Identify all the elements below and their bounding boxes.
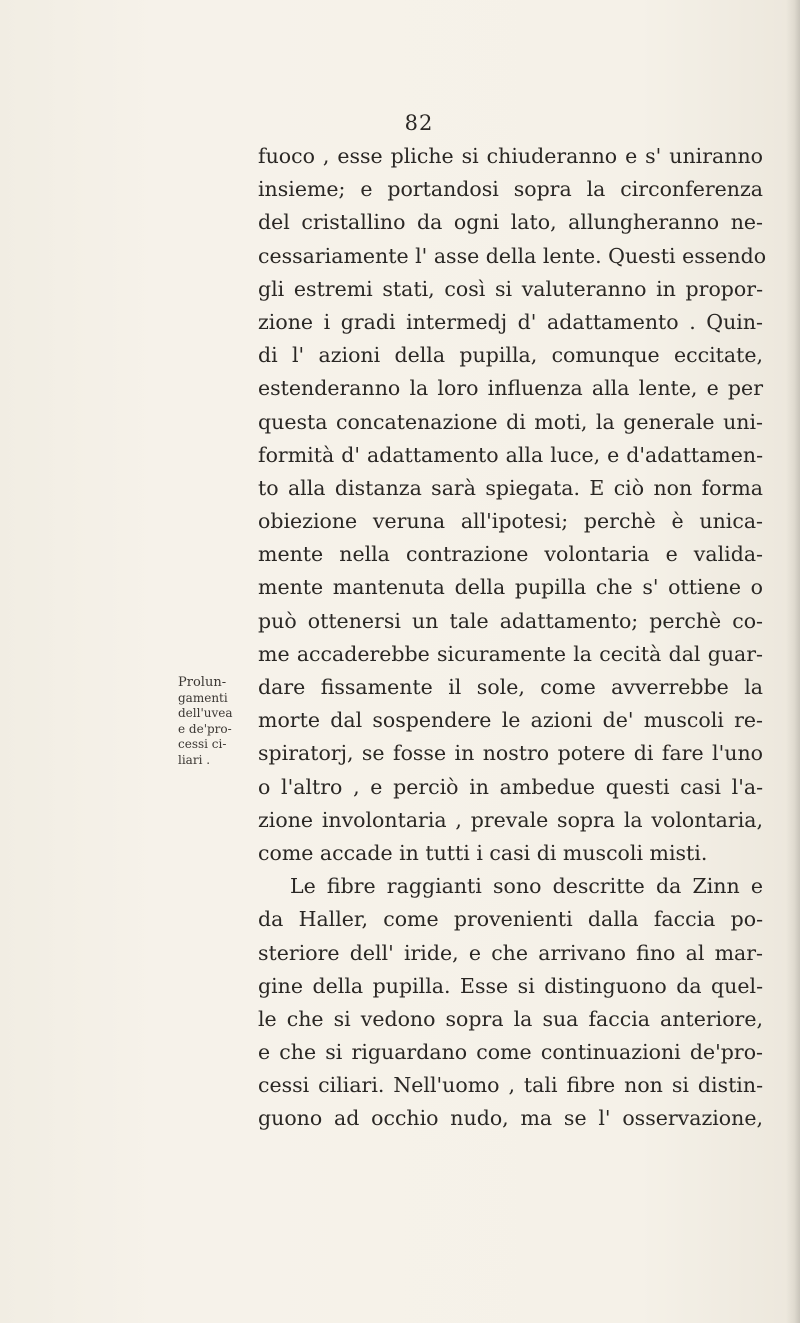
marginal-note-line: e de'pro-	[178, 721, 232, 736]
page-number: 82	[404, 111, 434, 135]
page-edge-shadow	[786, 0, 800, 1323]
text-line: le che si vedono sopra la sua faccia anteriore,	[258, 1006, 763, 1031]
text-line: del cristallino da ogni lato, allungheranno ne-	[258, 210, 763, 235]
text-line: morte dal sospendere le azioni de' muscoli re-	[258, 708, 763, 733]
marginal-note-line: Prolun-	[178, 675, 227, 690]
text-line: formità d' adattamento alla luce, e d'adattamen-	[258, 442, 763, 467]
text-line: o l'altro , e perciò in ambedue questi casi l'a-	[258, 774, 763, 799]
marginal-note	[178, 675, 258, 768]
text-line: spiratorj, se fosse in nostro potere di fare l'uno	[258, 741, 763, 766]
text-line: mente mantenuta della pupilla che s' ottiene o	[258, 575, 763, 600]
text-line: zione i gradi intermedj d' adattamento . Quin-	[258, 309, 763, 334]
text-line: può ottenersi un tale adattamento; perchè co-	[258, 608, 763, 633]
text-line: zione involontaria , prevale sopra la volontaria,	[258, 807, 763, 832]
text-line: da Haller, come provenienti dalla faccia po-	[258, 907, 763, 932]
text-line: estenderanno la loro influenza alla lente, e per	[258, 376, 763, 401]
text-line: di l' azioni della pupilla, comunque eccitate,	[258, 343, 763, 368]
text-line: come accade in tutti i casi di muscoli misti.	[258, 840, 708, 865]
text-line: guono ad occhio nudo, ma se l' osservazione,	[258, 1106, 763, 1131]
text-line: gine della pupilla. Esse si distinguono da quel-	[258, 973, 763, 998]
text-line: obiezione veruna all'ipotesi; perchè è unica-	[258, 509, 763, 534]
text-line: insieme; e portandosi sopra la circonferenza	[258, 177, 763, 202]
text-line: cessariamente l' asse della lente. Questi essendo	[258, 243, 767, 268]
marginal-note-line: dell'uvea	[178, 706, 233, 720]
text-line: cessi ciliari. Nell'uomo , tali fibre non si distin-	[258, 1073, 763, 1098]
text-line: me accaderebbe sicuramente la cecità dal guar-	[258, 641, 763, 666]
text-line: mente nella contrazione volontaria e valida-	[258, 542, 763, 567]
text-line: dare fissamente il sole, come avverrebbe la	[258, 675, 763, 699]
text-line: questa concatenazione di moti, la generale uni-	[258, 409, 763, 434]
marginal-note-line: gamenti	[178, 690, 228, 705]
text-line: fuoco , esse pliche si chiuderanno e s' uniranno	[258, 144, 763, 168]
text-line: to alla distanza sarà spiegata. E ciò non forma	[258, 475, 763, 500]
text-line: gli estremi stati, così si valuteranno in propor-	[258, 276, 763, 301]
body-text	[258, 140, 767, 1136]
marginal-note-line: liari .	[178, 752, 211, 767]
text-line: steriore dell' iride, e che arrivano fino al mar-	[258, 940, 763, 965]
text-line: e che si riguardano come continuazioni de'pro-	[258, 1040, 763, 1065]
paragraph-first-line: Le fibre raggianti sono descritte da Zinn e	[290, 874, 763, 899]
marginal-note-line: cessi ci-	[178, 737, 227, 751]
